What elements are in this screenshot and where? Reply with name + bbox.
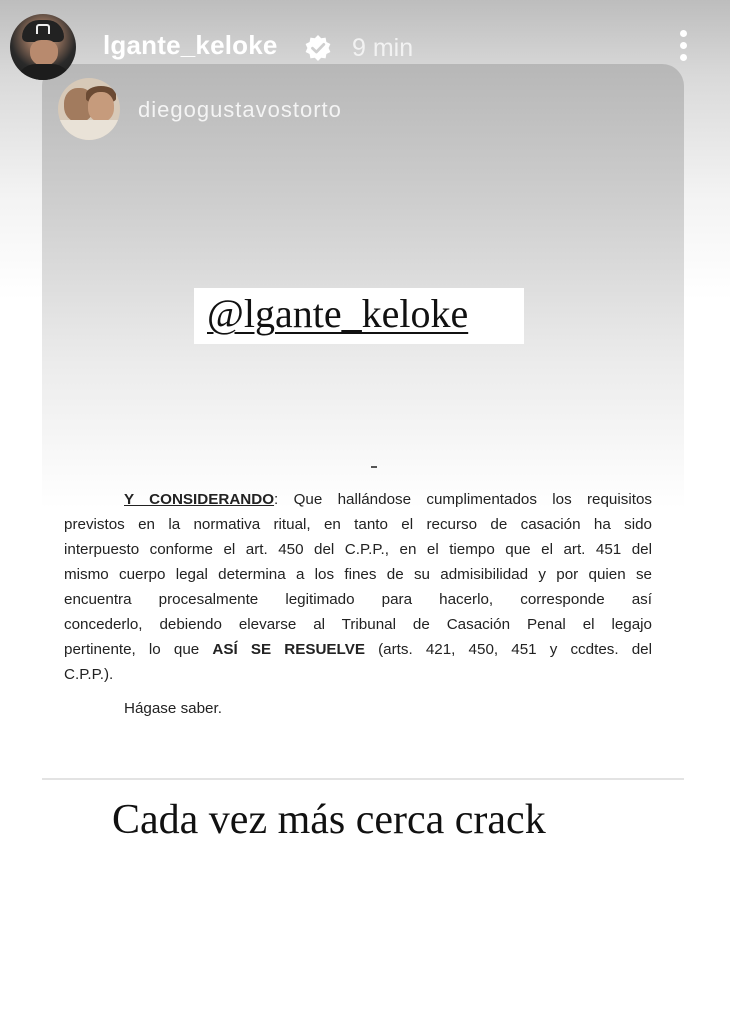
story-username[interactable]: lgante_keloke [103, 30, 278, 60]
document-line-7: pertinente, lo que ASÍ SE RESUELVE (arts. 421, 450, 451 y ccdtes. del [64, 641, 652, 658]
shared-post-username[interactable]: diegogustavostorto [138, 97, 342, 122]
document-heading: Y CONSIDERANDO [124, 491, 275, 508]
document-closing: Hágase saber. [124, 700, 222, 717]
verified-badge-icon [304, 34, 332, 62]
mention-sticker[interactable]: @lgante_keloke [207, 291, 469, 336]
document-line-8: C.P.P.). [64, 666, 114, 683]
shared-post-avatar[interactable] [58, 78, 120, 140]
document-mark [371, 466, 377, 468]
story-header [0, 0, 730, 90]
legal-document-excerpt [64, 487, 652, 721]
shared-post-divider [42, 778, 684, 780]
document-line-5: encuentra procesalmente legitimado para hacerlo, corresponde así [64, 591, 652, 608]
document-line-4: mismo cuerpo legal determina a los fines de su admisibilidad y por quien se [64, 566, 652, 583]
document-resolution: ASÍ SE RESUELVE [212, 641, 365, 658]
story-caption: Cada vez más cerca crack [112, 797, 546, 843]
document-line-1: Y CONSIDERANDO: Que hallándose cumplimentados los requisitos [124, 491, 652, 508]
more-options-icon[interactable] [676, 30, 690, 70]
document-line-6: concederlo, debiendo elevarse al Tribunal de Casación Penal el legajo [64, 616, 652, 633]
document-line-3: interpuesto conforme el art. 450 del C.P.P., en el tiempo que el art. 451 del [64, 541, 652, 558]
profile-avatar[interactable] [10, 14, 76, 80]
document-line-2: previstos en la normativa ritual, en tanto el recurso de casación ha sido [64, 516, 652, 533]
story-time: 9 min [352, 34, 414, 62]
